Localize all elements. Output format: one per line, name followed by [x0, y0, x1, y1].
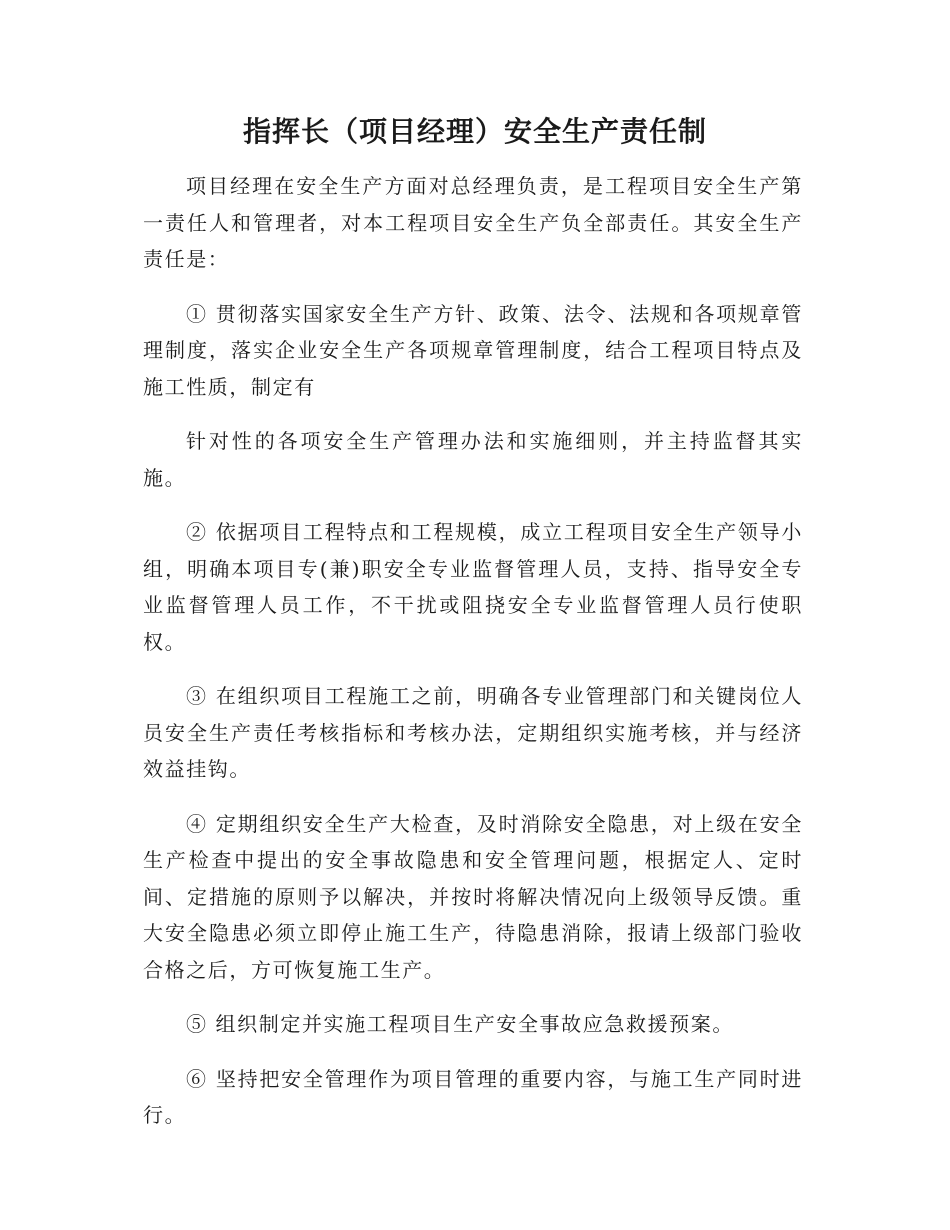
- document-body: [143, 168, 803, 1152]
- paragraph-item-3: ③ 在组织项目工程施工之前，明确各专业管理部门和关键岗位人员安全生产责任考核指标和考核办法，定期组织实施考核，并与经济效益挂钩。: [143, 684, 803, 781]
- paragraph-item-4: ④ 定期组织安全生产大检查，及时消除安全隐患，对上级在安全生产检查中提出的安全事故隐患和安全管理问题，根据定人、定时间、定措施的原则予以解决，并按时将解决情况向上级领导反馈。重大安全隐患必须立即停止施工生产，待隐患消除，报请上级部门验收合格之后，方可恢复施工生产。: [143, 811, 803, 982]
- paragraph-item-1-continued: 针对性的各项安全生产管理办法和实施细则，并主持监督其实施。: [143, 429, 803, 490]
- document-title: 指挥长（项目经理）安全生产责任制: [242, 115, 707, 148]
- paragraph-intro: 项目经理在安全生产方面对总经理负责，是工程项目安全生产第一责任人和管理者，对本工程项目安全生产负全部责任。其安全生产责任是：: [143, 174, 803, 271]
- paragraph-item-6: ⑥ 坚持把安全管理作为项目管理的重要内容，与施工生产同时进行。: [143, 1066, 803, 1127]
- paragraph-item-1: ① 贯彻落实国家安全生产方针、政策、法令、法规和各项规章管理制度，落实企业安全生产各项规章管理制度，结合工程项目特点及施工性质，制定有: [143, 301, 803, 399]
- paragraph-item-2: ② 依据项目工程特点和工程规模，成立工程项目安全生产领导小组，明确本项目专(兼)职安全专业监督管理人员，支持、指导安全专业监督管理人员工作，不干扰或阻挠安全专业监督管理人员行使职权。: [143, 520, 803, 654]
- paragraph-item-5: ⑤ 组织制定并实施工程项目生产安全事故应急救援预案。: [186, 1012, 734, 1036]
